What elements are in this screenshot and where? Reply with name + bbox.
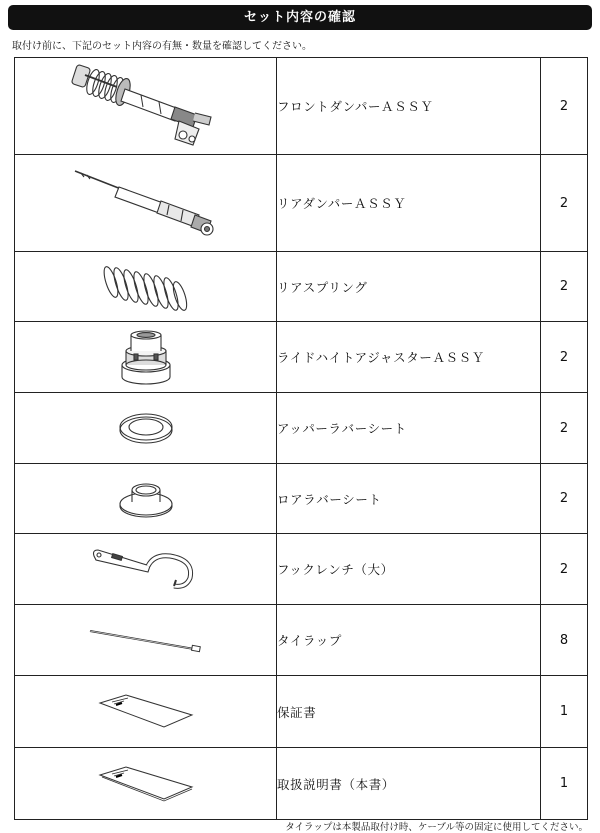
item-image-cell (15, 676, 277, 748)
item-name: フロントダンパーＡＳＳＹ (277, 58, 541, 155)
item-name: 保証書 (277, 676, 541, 748)
ride-height-adjuster-icon (114, 327, 178, 387)
item-quantity: 1 (541, 676, 588, 748)
item-quantity: 2 (541, 464, 588, 534)
item-quantity: 2 (541, 322, 588, 393)
item-name: リアダンパーＡＳＳＹ (277, 155, 541, 252)
item-image-cell (15, 393, 277, 464)
intro-text: 取付け前に、下記のセット内容の有無・数量を確認してください。 (12, 41, 312, 52)
item-quantity: 2 (541, 534, 588, 605)
rear-damper-icon (71, 163, 221, 243)
item-image-cell (15, 534, 277, 605)
table-row (15, 464, 588, 534)
table-row (15, 393, 588, 464)
item-name: フックレンチ（大） (277, 534, 541, 605)
item-quantity: 2 (541, 155, 588, 252)
manual-booklet-icon (98, 765, 194, 803)
item-name: ロアラバーシート (277, 464, 541, 534)
table-row (15, 748, 588, 820)
item-name: リアスプリング (277, 252, 541, 322)
item-quantity: 2 (541, 393, 588, 464)
item-image-cell (15, 464, 277, 534)
table-row (15, 58, 588, 155)
item-image-cell (15, 252, 277, 322)
item-name: 取扱説明書（本書） (277, 748, 541, 820)
item-image-cell (15, 322, 277, 393)
table-row (15, 605, 588, 676)
item-quantity: 1 (541, 748, 588, 820)
section-title: セット内容の確認 (8, 5, 592, 30)
table-row (15, 322, 588, 393)
item-name: ライドハイトアジャスターＡＳＳＹ (277, 322, 541, 393)
item-image-cell (15, 58, 277, 155)
table-row (15, 534, 588, 605)
item-name: タイラップ (277, 605, 541, 676)
footnote: タイラップは本製品取付け時、ケーブル等の固定に使用してください。 (285, 822, 588, 833)
item-image-cell (15, 748, 277, 820)
lower-rubber-seat-icon (116, 478, 176, 520)
item-name: アッパーラバーシート (277, 393, 541, 464)
upper-rubber-seat-icon (116, 408, 176, 448)
item-quantity: 2 (541, 252, 588, 322)
contents-table (14, 57, 588, 820)
warranty-card-icon (98, 693, 194, 731)
item-image-cell (15, 605, 277, 676)
table-row (15, 676, 588, 748)
table-row (15, 252, 588, 322)
cable-tie-icon (86, 627, 206, 653)
item-quantity: 2 (541, 58, 588, 155)
item-image-cell (15, 155, 277, 252)
rear-spring-icon (103, 260, 189, 314)
hook-wrench-icon (90, 548, 202, 590)
item-quantity: 8 (541, 605, 588, 676)
front-damper-icon (71, 63, 221, 149)
table-row (15, 155, 588, 252)
